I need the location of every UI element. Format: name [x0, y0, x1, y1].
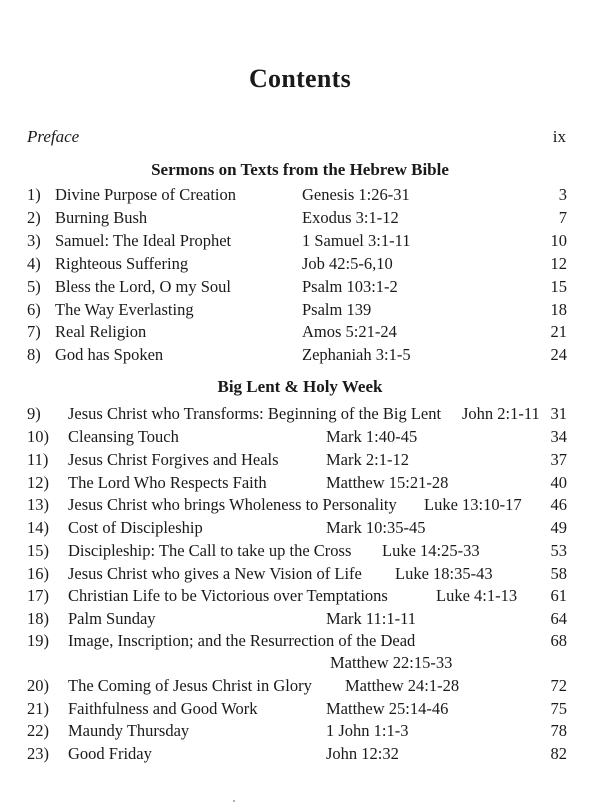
entry-number: 8): [27, 345, 41, 364]
entry-reference: John 2:1-11: [462, 404, 540, 423]
section-heading-hebrew-bible: Sermons on Texts from the Hebrew Bible: [151, 160, 449, 179]
entry-page: 64: [550, 609, 567, 628]
entry-number: 10): [27, 427, 49, 446]
toc-entry[interactable]: [0, 208, 600, 230]
entry-title: Divine Purpose of Creation: [55, 185, 237, 204]
entry-reference: 1 Samuel 3:1-11: [302, 231, 411, 250]
toc-entry[interactable]: [0, 495, 600, 517]
entry-reference: Mark 11:1-11: [326, 609, 416, 628]
toc-entry[interactable]: [0, 518, 600, 540]
toc-entry[interactable]: [0, 450, 600, 472]
entry-title: God has Spoken: [55, 345, 164, 364]
entry-number: 13): [27, 495, 49, 514]
entry-number: 11): [27, 450, 49, 469]
toc-entry[interactable]: [0, 631, 600, 653]
entry-reference: Mark 10:35-45: [326, 518, 426, 537]
entry-reference: Mark 2:1-12: [326, 450, 409, 469]
entry-page: 61: [550, 586, 567, 605]
entry-title: Cleansing Touch: [68, 427, 179, 446]
entry-reference: Mark 1:40-45: [326, 427, 418, 446]
entry-reference: Luke 14:25-33: [382, 541, 480, 560]
toc-entry[interactable]: [0, 404, 600, 426]
entry-number: 14): [27, 518, 49, 537]
entry-title: Cost of Discipleship: [68, 518, 203, 537]
page-title: Contents: [248, 64, 352, 93]
entry-title: Jesus Christ who brings Wholeness to Personality: [68, 495, 397, 514]
entry-title: Christian Life to be Victorious over Temptations: [68, 586, 388, 605]
entry-reference: Psalm 139: [302, 300, 372, 319]
toc-entry[interactable]: [0, 721, 600, 743]
entry-title: Image, Inscription; and the Resurrection of the Dead: [68, 631, 416, 650]
entry-title: Real Religion: [55, 322, 147, 341]
entry-reference: Matthew 15:21-28: [326, 473, 449, 492]
entry-number: 19): [27, 631, 49, 650]
entry-reference: Exodus 3:1-12: [302, 208, 399, 227]
entry-number: 6): [27, 300, 41, 319]
entry-page: 31: [550, 404, 567, 423]
entry-page: 78: [550, 721, 567, 740]
entry-reference: Matthew 22:15-33: [330, 653, 453, 672]
entry-reference: Luke 4:1-13: [436, 586, 518, 605]
entry-reference: Amos 5:21-24: [302, 322, 397, 341]
entry-reference: Job 42:5-6,10: [302, 254, 393, 273]
entry-title: The Coming of Jesus Christ in Glory: [68, 676, 312, 695]
entry-page: 72: [550, 676, 567, 695]
entry-page: 7: [558, 208, 567, 227]
toc-entry[interactable]: [0, 277, 600, 299]
entry-number: 20): [27, 676, 49, 695]
entry-number: 2): [27, 208, 41, 227]
entry-title: The Lord Who Respects Faith: [68, 473, 267, 492]
entry-number: 3): [27, 231, 41, 250]
preface-page-number: ix: [552, 127, 566, 146]
entry-page: 49: [550, 518, 567, 537]
page-speck: [233, 800, 235, 802]
toc-entry[interactable]: [0, 564, 600, 586]
entry-reference: Luke 18:35-43: [395, 564, 493, 583]
entry-title: Discipleship: The Call to take up the Cross: [68, 541, 352, 560]
entry-reference: John 12:32: [326, 744, 399, 763]
entry-reference: Matthew 25:14-46: [326, 699, 449, 718]
toc-entry[interactable]: [0, 254, 600, 276]
entry-reference: Genesis 1:26-31: [302, 185, 410, 204]
entry-reference: Psalm 103:1-2: [302, 277, 398, 296]
entry-title: Samuel: The Ideal Prophet: [55, 231, 232, 250]
entry-number: 5): [27, 277, 41, 296]
section-heading-big-lent: Big Lent & Holy Week: [217, 377, 383, 396]
entry-number: 22): [27, 721, 49, 740]
entry-number: 12): [27, 473, 49, 492]
entry-number: 1): [27, 185, 41, 204]
entry-number: 23): [27, 744, 49, 763]
toc-entry[interactable]: [0, 322, 600, 344]
entry-page: 37: [550, 450, 567, 469]
entry-page: 58: [550, 564, 567, 583]
toc-entry[interactable]: [0, 676, 600, 698]
preface-label[interactable]: Preface: [27, 127, 80, 146]
entry-number: 16): [27, 564, 49, 583]
toc-entry[interactable]: [0, 427, 600, 449]
entry-number: 21): [27, 699, 49, 718]
entry-page: 82: [550, 744, 567, 763]
entry-title: Maundy Thursday: [68, 721, 190, 740]
entry-title: Jesus Christ who Transforms: Beginning of the Big Lent: [68, 404, 442, 423]
entry-number: 15): [27, 541, 49, 560]
entry-title: Bless the Lord, O my Soul: [55, 277, 231, 296]
entry-page: 34: [550, 427, 567, 446]
entry-page: 75: [550, 699, 567, 718]
entry-title: The Way Everlasting: [55, 300, 194, 319]
entry-title: Jesus Christ Forgives and Heals: [68, 450, 279, 469]
toc-entry[interactable]: [0, 300, 600, 322]
entry-page: 18: [550, 300, 567, 319]
entry-page: 21: [550, 322, 567, 341]
entry-page: 46: [550, 495, 567, 514]
entry-page: 12: [550, 254, 567, 273]
entry-title: Burning Bush: [55, 208, 148, 227]
entry-number: 7): [27, 322, 41, 341]
entry-number: 4): [27, 254, 41, 273]
toc-entry[interactable]: [0, 185, 600, 207]
entry-number: 17): [27, 586, 49, 605]
toc-entry[interactable]: [0, 699, 600, 721]
toc-entry[interactable]: [0, 541, 600, 563]
toc-entry[interactable]: [0, 609, 600, 631]
entry-reference: Matthew 24:1-28: [345, 676, 460, 695]
entry-page: 53: [550, 541, 567, 560]
entry-reference: Luke 13:10-17: [424, 495, 522, 514]
entry-page: 3: [558, 185, 567, 204]
toc-entry[interactable]: [0, 345, 600, 367]
entry-title: Righteous Suffering: [55, 254, 189, 273]
toc-entry[interactable]: [0, 586, 600, 608]
entry-title: Palm Sunday: [68, 609, 156, 628]
entry-page: 24: [550, 345, 567, 364]
entry-reference: Zephaniah 3:1-5: [302, 345, 411, 364]
entry-reference: 1 John 1:1-3: [326, 721, 409, 740]
entry-title: Faithfulness and Good Work: [68, 699, 258, 718]
entry-page: 10: [550, 231, 567, 250]
entry-number: 9): [27, 404, 41, 423]
entry-number: 18): [27, 609, 49, 628]
entry-title: Jesus Christ who gives a New Vision of Life: [68, 564, 362, 583]
toc-entry[interactable]: [0, 231, 600, 253]
entry-page: 68: [550, 631, 567, 650]
toc-entry[interactable]: [0, 473, 600, 495]
entry-page: 40: [550, 473, 567, 492]
entry-page: 15: [550, 277, 567, 296]
entry-title: Good Friday: [68, 744, 152, 763]
toc-entry[interactable]: [0, 744, 600, 766]
